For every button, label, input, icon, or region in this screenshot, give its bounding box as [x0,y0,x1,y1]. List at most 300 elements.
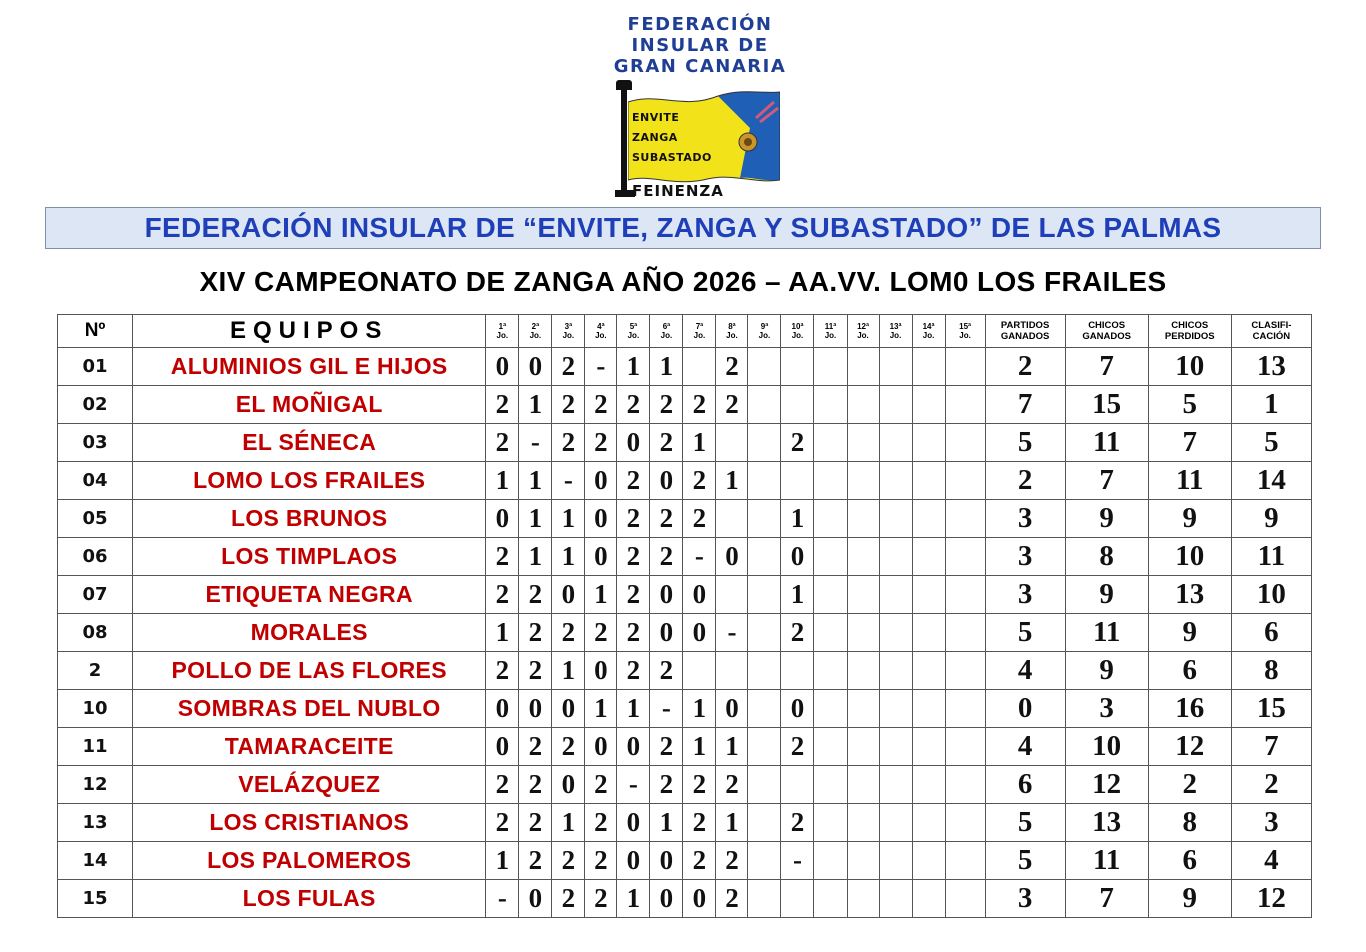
partidos-ganados: 5 [985,614,1065,652]
clasificacion: 9 [1231,500,1311,538]
round-score [879,500,912,538]
round-score: 2 [519,576,552,614]
team-number: 01 [58,348,133,386]
clasificacion: 2 [1231,766,1311,804]
header-num: Nº [58,315,133,348]
team-number: 04 [58,462,133,500]
round-score [814,500,847,538]
round-score: 0 [650,842,683,880]
partidos-ganados: 4 [985,728,1065,766]
round-score: 2 [552,728,585,766]
round-score [945,500,985,538]
round-score [945,690,985,728]
round-score: 1 [617,880,650,918]
round-score: 0 [617,424,650,462]
round-score: 1 [552,538,585,576]
round-score: 2 [519,766,552,804]
chicos-ganados: 11 [1065,614,1148,652]
round-score [781,348,814,386]
round-score: 0 [519,690,552,728]
round-score: 0 [486,348,519,386]
round-score [748,728,781,766]
round-score: 0 [585,728,617,766]
round-score: - [519,424,552,462]
table-row [58,614,1312,652]
championship-title: XIV CAMPEONATO DE ZANGA AÑO 2026 – AA.VV. LOM0 LOS FRAILES [199,266,1167,297]
round-score: 2 [650,728,683,766]
round-score [945,538,985,576]
round-score: - [486,880,519,918]
partidos-ganados: 3 [985,538,1065,576]
round-score: 0 [519,348,552,386]
round-score: 2 [519,804,552,842]
header-round: 6ª Jo. [650,315,683,348]
chicos-perdidos: 6 [1148,652,1231,690]
round-score: 2 [650,500,683,538]
round-score [814,386,847,424]
round-score: 0 [585,652,617,690]
clasificacion: 15 [1231,690,1311,728]
round-score: - [716,614,748,652]
round-score [879,652,912,690]
round-score [748,462,781,500]
header-round: 12ª Jo. [847,315,879,348]
team-number: 13 [58,804,133,842]
round-score: 0 [519,880,552,918]
logo-line-1: FEDERACIÓN [627,14,773,35]
round-score: 2 [650,652,683,690]
round-score: 0 [552,576,585,614]
table-row [58,766,1312,804]
header-round: 4ª Jo. [585,315,617,348]
round-score: 1 [683,690,716,728]
round-score [945,424,985,462]
team-name: EL MOÑIGAL [133,386,486,424]
clasificacion: 12 [1231,880,1311,918]
round-score: 0 [585,500,617,538]
team-name: LOS PALOMEROS [133,842,486,880]
clasificacion: 6 [1231,614,1311,652]
round-score [814,690,847,728]
round-score [716,652,748,690]
round-score [945,462,985,500]
round-score [847,728,879,766]
round-score: 2 [716,766,748,804]
round-score: 0 [781,538,814,576]
team-name: LOS CRISTIANOS [133,804,486,842]
round-score: 0 [650,614,683,652]
clasificacion: 1 [1231,386,1311,424]
round-score: 2 [650,538,683,576]
header-chicos-perdidos: CHICOS PERDIDOS [1148,315,1231,348]
round-score: 2 [617,576,650,614]
round-score: 1 [519,500,552,538]
round-score: 2 [486,424,519,462]
round-score: 2 [683,804,716,842]
round-score [748,766,781,804]
round-score [814,576,847,614]
standings-body [58,348,1312,918]
chicos-perdidos: 5 [1148,386,1231,424]
round-score: - [650,690,683,728]
round-score [847,538,879,576]
emblem-name: FEINENZA [632,182,724,200]
round-score [847,576,879,614]
header-partidos-ganados: PARTIDOS GANADOS [985,315,1065,348]
round-score [748,880,781,918]
chicos-ganados: 9 [1065,576,1148,614]
round-score [945,614,985,652]
round-score: 2 [585,424,617,462]
round-score: 1 [486,462,519,500]
round-score [748,652,781,690]
round-score: 2 [683,386,716,424]
round-score [912,728,945,766]
chicos-ganados: 8 [1065,538,1148,576]
chicos-perdidos: 2 [1148,766,1231,804]
round-score [814,842,847,880]
round-score: 2 [781,424,814,462]
round-score [814,766,847,804]
round-score: 0 [650,462,683,500]
round-score: 2 [585,842,617,880]
round-score: 2 [781,614,814,652]
round-score [814,462,847,500]
round-score: 2 [683,766,716,804]
round-score [912,614,945,652]
standings-table [57,314,1312,918]
round-score [814,652,847,690]
round-score: 2 [519,728,552,766]
chicos-perdidos: 8 [1148,804,1231,842]
round-score [912,576,945,614]
round-score: 0 [617,842,650,880]
round-score: 1 [716,728,748,766]
header-round: 7ª Jo. [683,315,716,348]
header-round: 13ª Jo. [879,315,912,348]
chicos-perdidos: 11 [1148,462,1231,500]
round-score [748,386,781,424]
round-score [912,462,945,500]
round-score [879,842,912,880]
header-round: 3ª Jo. [552,315,585,348]
round-score: 1 [585,576,617,614]
round-score [847,880,879,918]
chicos-ganados: 9 [1065,500,1148,538]
round-score [748,842,781,880]
team-name: VELÁZQUEZ [133,766,486,804]
header-round: 5ª Jo. [617,315,650,348]
round-score [879,690,912,728]
round-score: - [552,462,585,500]
chicos-ganados: 11 [1065,424,1148,462]
chicos-ganados: 7 [1065,348,1148,386]
clasificacion: 13 [1231,348,1311,386]
chicos-ganados: 15 [1065,386,1148,424]
round-score: 2 [781,804,814,842]
round-score [879,348,912,386]
round-score: 2 [617,462,650,500]
team-number: 15 [58,880,133,918]
round-score: 2 [585,804,617,842]
team-number: 03 [58,424,133,462]
partidos-ganados: 4 [985,652,1065,690]
round-score [748,500,781,538]
table-row [58,804,1312,842]
round-score [847,766,879,804]
round-score: 1 [650,348,683,386]
round-score [814,880,847,918]
round-score [879,538,912,576]
round-score [879,386,912,424]
round-score: 1 [519,386,552,424]
round-score: 2 [552,348,585,386]
round-score: 2 [552,424,585,462]
partidos-ganados: 5 [985,842,1065,880]
round-score: 2 [617,386,650,424]
round-score [945,804,985,842]
round-score: 0 [552,766,585,804]
team-name: LOS BRUNOS [133,500,486,538]
round-score: 0 [617,728,650,766]
emblem-word-subastado: SUBASTADO [632,151,712,164]
chicos-perdidos: 9 [1148,500,1231,538]
team-name: SOMBRAS DEL NUBLO [133,690,486,728]
clasificacion: 5 [1231,424,1311,462]
round-score: 2 [486,538,519,576]
round-score: 0 [683,880,716,918]
table-row [58,652,1312,690]
header-clasificacion: CLASIFI- CACIÓN [1231,315,1311,348]
federation-banner: FEDERACIÓN INSULAR DE “ENVITE, ZANGA Y SUBASTADO” DE LAS PALMAS [45,207,1321,249]
team-number: 14 [58,842,133,880]
chicos-ganados: 10 [1065,728,1148,766]
header-round: 8ª Jo. [716,315,748,348]
round-score: 2 [650,766,683,804]
round-score: 0 [486,500,519,538]
chicos-ganados: 3 [1065,690,1148,728]
round-score: 0 [617,804,650,842]
round-score [879,424,912,462]
round-score: 1 [552,804,585,842]
round-score [814,424,847,462]
partidos-ganados: 2 [985,348,1065,386]
federation-logo-title [560,14,840,77]
round-score [748,804,781,842]
table-row [58,880,1312,918]
header-round: 11ª Jo. [814,315,847,348]
round-score: 1 [486,842,519,880]
round-score: 1 [716,804,748,842]
round-score: 1 [683,728,716,766]
round-score [945,576,985,614]
round-score [716,576,748,614]
round-score [879,766,912,804]
chicos-ganados: 9 [1065,652,1148,690]
round-score [912,652,945,690]
round-score: 2 [617,538,650,576]
round-score [945,348,985,386]
round-score: 2 [650,424,683,462]
table-row [58,728,1312,766]
chicos-ganados: 7 [1065,880,1148,918]
round-score [879,614,912,652]
round-score [945,880,985,918]
round-score: 2 [716,348,748,386]
round-score: 2 [519,614,552,652]
round-score: 1 [683,424,716,462]
chicos-perdidos: 16 [1148,690,1231,728]
round-score [847,804,879,842]
clasificacion: 7 [1231,728,1311,766]
chicos-perdidos: 10 [1148,348,1231,386]
round-score [814,728,847,766]
round-score [814,804,847,842]
partidos-ganados: 5 [985,424,1065,462]
table-row [58,842,1312,880]
round-score: 0 [585,538,617,576]
round-score [814,348,847,386]
team-name: LOS FULAS [133,880,486,918]
team-number: 12 [58,766,133,804]
round-score: 2 [683,500,716,538]
team-name: MORALES [133,614,486,652]
team-number: 05 [58,500,133,538]
feinenza-emblem [612,80,784,202]
round-score: 0 [683,576,716,614]
emblem-words [632,108,712,168]
round-score [945,652,985,690]
header-round: 15ª Jo. [945,315,985,348]
round-score: 2 [585,766,617,804]
round-score [847,462,879,500]
partidos-ganados: 7 [985,386,1065,424]
header-round: 9ª Jo. [748,315,781,348]
round-score: 2 [683,842,716,880]
round-score: 1 [552,652,585,690]
partidos-ganados: 3 [985,880,1065,918]
partidos-ganados: 6 [985,766,1065,804]
chicos-ganados: 13 [1065,804,1148,842]
pole [621,86,627,196]
emblem-word-envite: ENVITE [632,111,680,124]
round-score: 0 [781,690,814,728]
round-score: - [585,348,617,386]
round-score [945,386,985,424]
team-name: TAMARACEITE [133,728,486,766]
table-row [58,538,1312,576]
round-score [781,386,814,424]
round-score [847,842,879,880]
round-score [683,348,716,386]
logo-line-2: INSULAR DE [631,35,769,56]
round-score [945,766,985,804]
round-score: 2 [585,386,617,424]
team-number: 10 [58,690,133,728]
round-score: 1 [552,500,585,538]
team-name: ETIQUETA NEGRA [133,576,486,614]
team-number: 11 [58,728,133,766]
round-score [945,842,985,880]
round-score [912,538,945,576]
team-number: 07 [58,576,133,614]
round-score [847,348,879,386]
clasificacion: 10 [1231,576,1311,614]
round-score: 1 [781,576,814,614]
partidos-ganados: 5 [985,804,1065,842]
round-score: 2 [716,880,748,918]
table-row [58,462,1312,500]
round-score [716,500,748,538]
round-score [847,386,879,424]
round-score [781,880,814,918]
round-score: 0 [716,538,748,576]
round-score: 2 [617,500,650,538]
round-score: 1 [486,614,519,652]
table-row [58,348,1312,386]
round-score [748,424,781,462]
table-row [58,424,1312,462]
round-score: 1 [650,804,683,842]
chicos-perdidos: 7 [1148,424,1231,462]
round-score: 0 [650,576,683,614]
partidos-ganados: 2 [985,462,1065,500]
clasificacion: 4 [1231,842,1311,880]
round-score [781,766,814,804]
table-header-row [58,315,1312,348]
emblem-word-zanga: ZANGA [632,131,678,144]
round-score: 1 [617,690,650,728]
round-score [781,652,814,690]
round-score: 1 [617,348,650,386]
round-score: 2 [519,652,552,690]
chicos-perdidos: 13 [1148,576,1231,614]
round-score: 0 [486,690,519,728]
round-score: 2 [585,614,617,652]
round-score: 1 [519,538,552,576]
header-chicos-ganados: CHICOS GANADOS [1065,315,1148,348]
round-score: 0 [683,614,716,652]
team-name: LOS TIMPLAOS [133,538,486,576]
round-score: 0 [650,880,683,918]
round-score [912,690,945,728]
round-score: 2 [650,386,683,424]
round-score: 2 [486,576,519,614]
round-score: - [683,538,716,576]
table-row [58,690,1312,728]
round-score [716,424,748,462]
round-score [748,614,781,652]
round-score: 2 [486,652,519,690]
clasificacion: 14 [1231,462,1311,500]
header-round: 10ª Jo. [781,315,814,348]
round-score: 2 [486,766,519,804]
round-score: 1 [716,462,748,500]
round-score [748,538,781,576]
round-score [879,728,912,766]
round-score [912,500,945,538]
table-row [58,386,1312,424]
table-row [58,576,1312,614]
round-score: 2 [552,842,585,880]
round-score: 2 [552,614,585,652]
header-round: 14ª Jo. [912,315,945,348]
round-score: - [781,842,814,880]
round-score: 1 [781,500,814,538]
round-score [879,804,912,842]
round-score [847,424,879,462]
round-score [748,690,781,728]
